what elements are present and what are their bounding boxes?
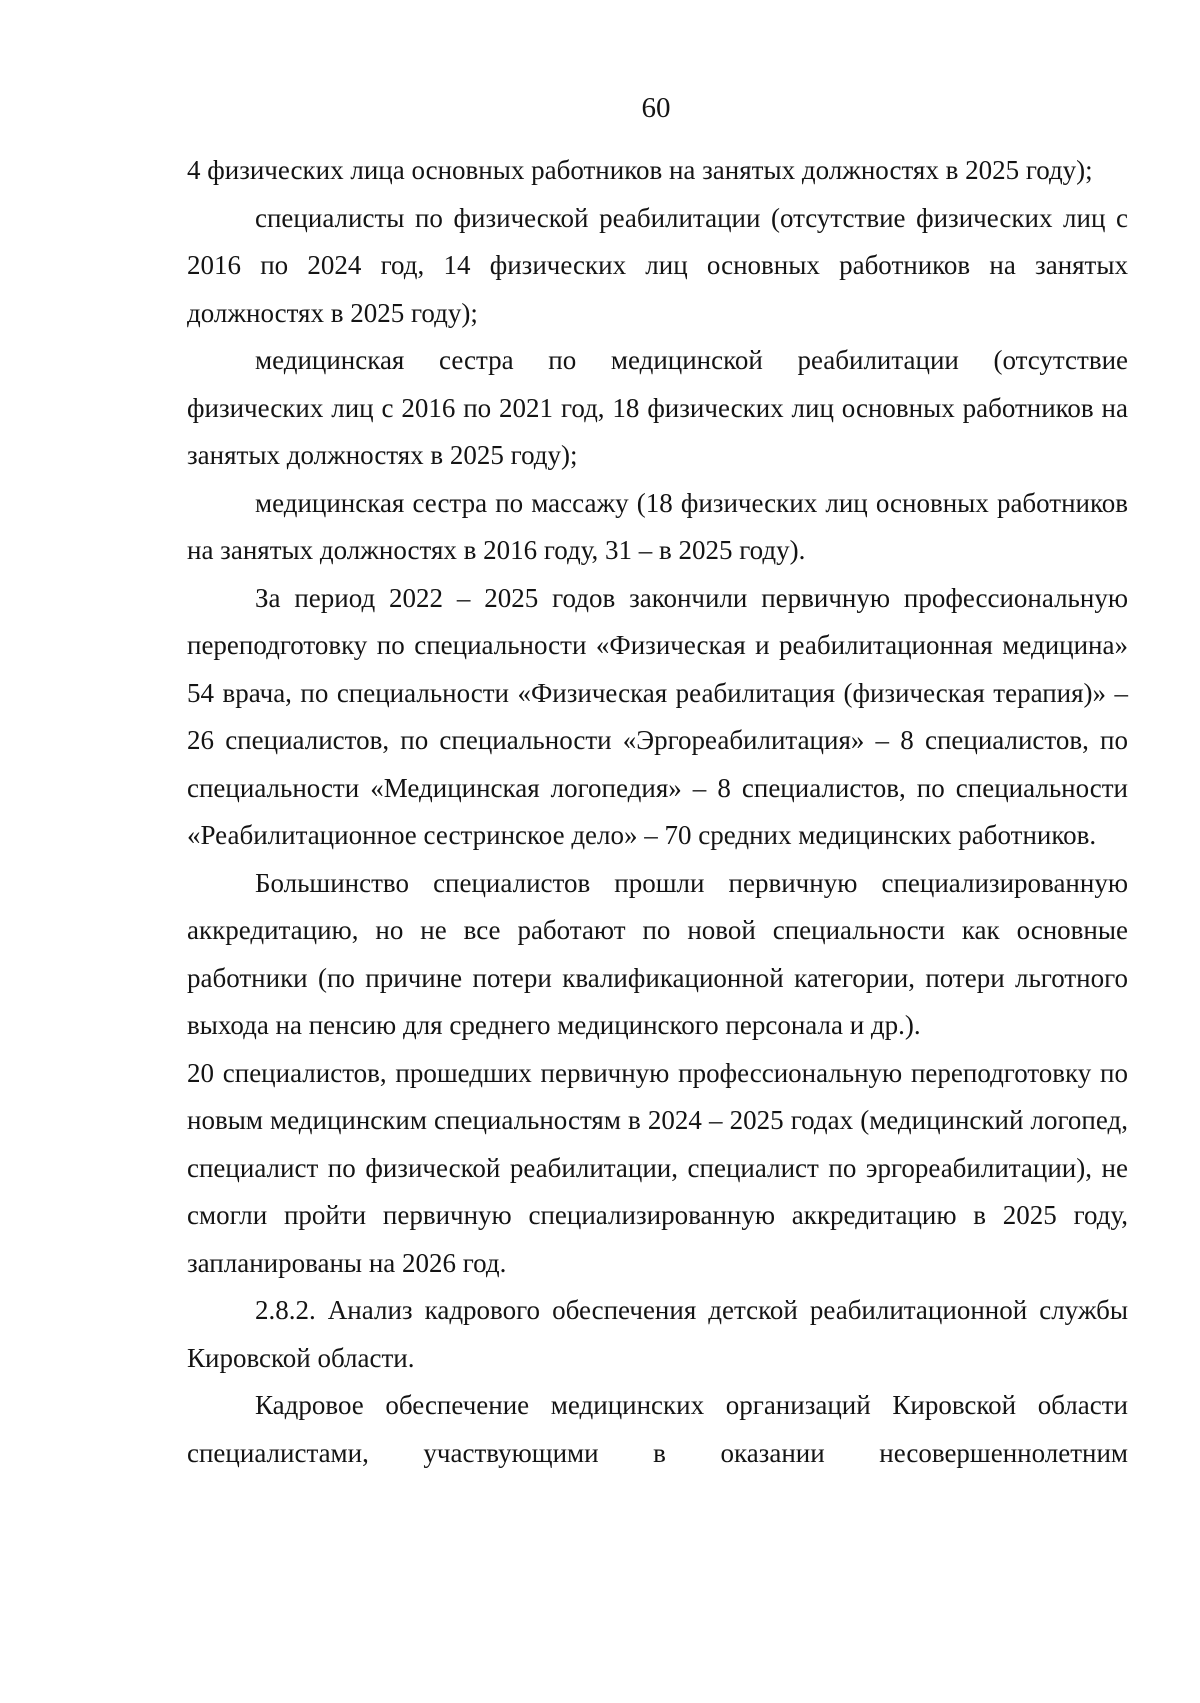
paragraph-accreditation: Большинство специалистов прошли первичную специализированную аккредитацию, но не все работают по новой специальности как основные работники (по причине потери квалификационной категории, потери льготного выхода на пенсию для среднего медицинского персонала и др.). <box>187 867 1128 1040</box>
paragraph-continuation: 4 физических лица основных работников на занятых должностях в 2025 году); <box>187 155 1093 185</box>
page-number: 60 <box>641 92 671 124</box>
paragraph-retraining-summary: За период 2022 – 2025 годов закончили первичную профессиональную переподготовку по специальности «Физическая и реабилитационная медицина» 54 врача, по специальности «Физическая реабилитация (физическая терапия)» – 26 специалистов, по специальности «Эргореабилитация» – 8 специалистов, по специальности «Медицинская логопедия» – 8 специалистов, по специальности «Реабилитационное сестринское дело» – 70 средних медицинских работников. <box>187 582 1128 850</box>
section-heading-2-8-2: 2.8.2. Анализ кадрового обеспечения детской реабилитационной службы Кировской области. <box>187 1295 1128 1373</box>
paragraph-accreditation-pending: 20 специалистов, прошедших первичную профессиональную переподготовку по новым медицинским специальностям в 2024 – 2025 годах (медицинский логопед, специалист по физической реабилитации, специалист по эргореабилитации), не смогли пройти первичную специализированную аккредитацию в 2025 году, запланированы на 2026 год. <box>187 1057 1128 1278</box>
paragraph-massage-nurse: медицинская сестра по массажу (18 физических лиц основных работников на занятых должностях в 2016 году, 31 – в 2025 году). <box>187 487 1128 565</box>
paragraph-rehab-nurse: медицинская сестра по медицинской реабилитации (отсутствие физических лиц с 2016 по 2021 год, 18 физических лиц основных работников на занятых должностях в 2025 году); <box>187 345 1128 470</box>
paragraph-staffing-intro: Кадровое обеспечение медицинских организаций Кировской области специалистами, участвующими в оказании несовершеннолетним <box>187 1390 1128 1468</box>
document-body <box>187 147 1128 1477</box>
paragraph-physical-rehab-specialists: специалисты по физической реабилитации (отсутствие физических лиц с 2016 по 2024 год, 14 физических лиц основных работников на занятых должностях в 2025 году); <box>187 202 1128 328</box>
